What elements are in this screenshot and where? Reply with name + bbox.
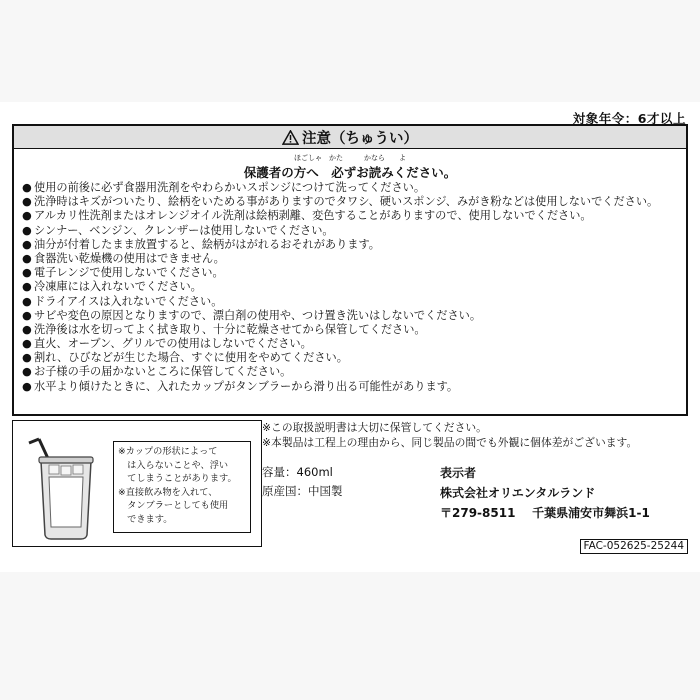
caution-item <box>22 209 686 223</box>
caution-item-text: サビや変色の原因となりますので、漂白剤の使用や、つけ置き洗いはしないでください。 <box>34 308 482 322</box>
maker-company: 株式会社オリエンタルランド <box>440 486 596 500</box>
maker-address-line <box>440 503 650 523</box>
caution-item-text: 洗浄後は水を切ってよく拭き取り、十分に乾燥させてから保管してください。 <box>34 322 426 336</box>
caution-header <box>14 126 686 149</box>
caution-item <box>22 181 686 195</box>
caution-item-text: 割れ、ひびなどが生じた場合、すぐに使用をやめてください。 <box>34 351 348 365</box>
caution-item-text: 水平より傾けたときに、入れたカップがタンブラーから滑り出る可能性があります。 <box>34 379 459 393</box>
note-line: ※本製品は工程上の理由から、同じ製品の間でも外観に個体差がございます。 <box>262 436 638 449</box>
bullet-icon: ● <box>22 266 32 280</box>
caution-item-text: 使用の前後に必ず食器用洗剤をやわらかいスポンジにつけて洗ってください。 <box>34 181 426 194</box>
bullet-icon: ● <box>22 365 32 379</box>
bullet-icon: ● <box>22 195 32 209</box>
caution-item-text: 食器洗い乾燥機の使用はできません。 <box>34 251 225 265</box>
bullet-icon: ● <box>22 379 32 393</box>
maker-label: 表示者 <box>440 466 477 480</box>
capacity: 容量：460ml <box>262 465 333 479</box>
bullet-icon: ● <box>22 294 32 308</box>
caution-item <box>22 323 686 337</box>
bullet-icon: ● <box>22 251 32 265</box>
cup-note-line: ※直接飲み物を入れて、 <box>118 486 218 498</box>
guardian-notice <box>14 154 686 180</box>
instruction-card <box>0 102 700 572</box>
caution-item-text: お子様の手の届かないところに保管してください。 <box>34 365 292 379</box>
caution-item-text: 冷凍庫には入れないでください。 <box>34 280 202 294</box>
caution-item <box>22 252 686 266</box>
caution-list <box>14 181 686 394</box>
caution-item <box>22 365 686 379</box>
cup-note-line: ※カップの形状によって <box>118 446 218 457</box>
caution-box <box>12 124 688 416</box>
caution-item-text: アルカリ性洗剤またはオレンジオイル洗剤は絵柄剥離、変色することがありますので、使用しないでください。 <box>34 209 592 223</box>
product-code: FAC-052625-25244 <box>580 539 688 554</box>
caution-item-text: 電子レンジで使用しないでください。 <box>34 266 224 280</box>
caution-title: 注意（ちゅうい） <box>302 130 418 147</box>
cup-note-line: できます。 <box>118 513 173 525</box>
specs <box>262 463 343 501</box>
bullet-icon: ● <box>22 351 32 365</box>
caution-item <box>22 195 686 209</box>
caution-item-text: 洗浄時はキズがついたり、絵柄をいためる事がありますのでタワシ、硬いスポンジ、みがき粉などは使用しないでください。 <box>34 195 659 209</box>
bullet-icon: ● <box>22 308 32 322</box>
caution-item <box>22 309 686 323</box>
bullet-icon: ● <box>22 223 32 237</box>
age-target: 対象年令：6才以上 <box>572 111 686 126</box>
bullet-icon: ● <box>22 337 32 351</box>
caution-item-text: 油分が付着したまま放置すると、絵柄がはがれるおそれがあります。 <box>34 237 380 251</box>
bullet-icon: ● <box>22 280 32 294</box>
cup-note <box>113 441 251 533</box>
guardian-text: 保護者の方へ 必ずお読みください。 <box>243 165 457 180</box>
maker-postal: 〒279-8511 <box>440 506 516 520</box>
notes <box>262 420 637 450</box>
caution-item <box>22 380 686 394</box>
caution-item <box>22 224 686 238</box>
warning-icon <box>282 130 299 145</box>
tumbler-icon <box>21 435 111 543</box>
maker-info <box>440 463 650 523</box>
caution-item-text: ドライアイスは入れないでください。 <box>34 294 223 308</box>
caution-item-text: 直火、オーブン、グリルでの使用はしないでください。 <box>34 337 312 351</box>
cup-illustration-box <box>12 420 262 547</box>
bullet-icon: ● <box>22 209 32 223</box>
caution-item <box>22 238 686 252</box>
note-line: ※この取扱説明書は大切に保管してください。 <box>262 421 487 434</box>
cup-note-line: てしまうことがあります。 <box>118 473 237 485</box>
cup-note-line: タンブラーとしても使用 <box>118 500 229 512</box>
bullet-icon: ● <box>22 322 32 336</box>
maker-address: 千葉県浦安市舞浜1-1 <box>532 506 650 520</box>
bullet-icon: ● <box>22 237 32 251</box>
caution-item <box>22 266 686 280</box>
caution-item <box>22 337 686 351</box>
caution-item <box>22 280 686 294</box>
caution-item <box>22 351 686 365</box>
cup-note-line: は入らないことや、浮い <box>118 459 229 471</box>
caution-item <box>22 295 686 309</box>
guardian-ruby: ほごしゃ かた かなら よ <box>294 154 406 162</box>
bullet-icon: ● <box>22 181 32 194</box>
caution-item-text: シンナー、ベンジン、クレンザーは使用しないでください。 <box>34 223 334 237</box>
origin: 原産国：中国製 <box>262 484 343 498</box>
